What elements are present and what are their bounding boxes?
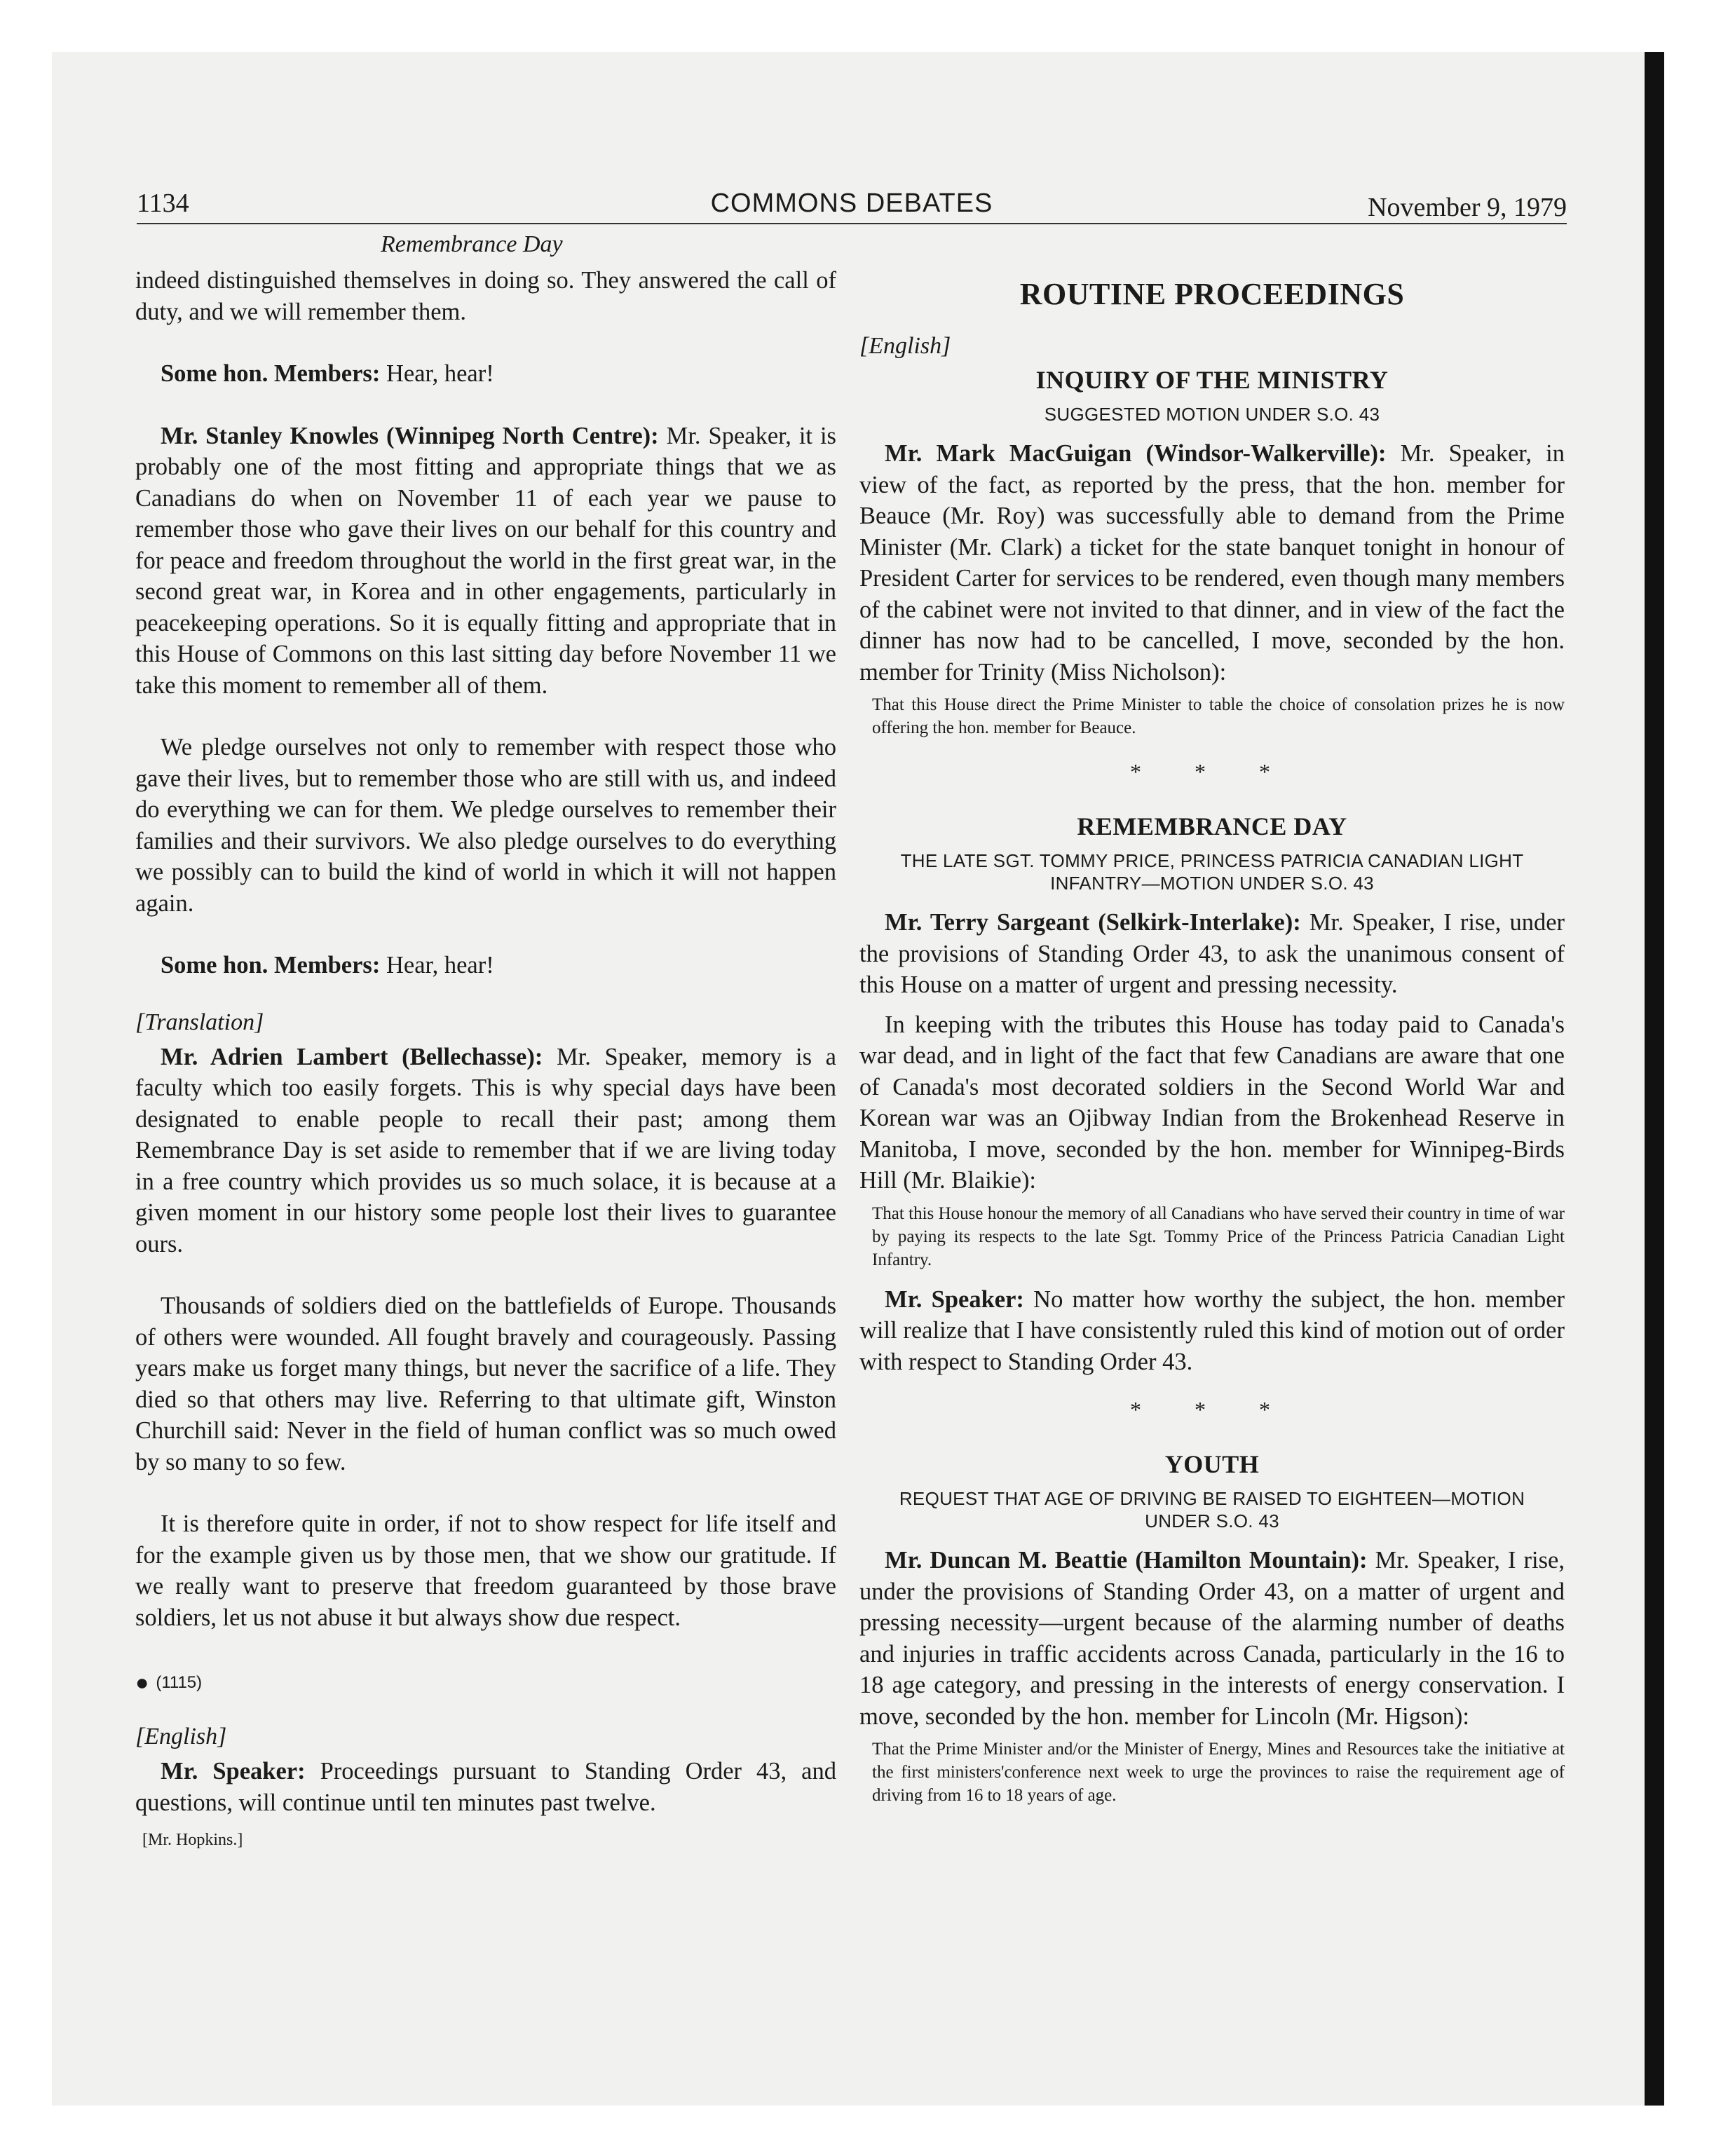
footer-note: [Mr. Hopkins.] [142, 1831, 243, 1849]
speech-text: Mr. Speaker, memory is a faculty which too easily forgets. This is why special days have been designated to enable people to recall their past; among them Remembrance Day is set aside to remember that if we are living today in a free country which provides us so much solace, it is because at a given moment in our history some people lost their lives to guarantee ours. [135, 1043, 836, 1257]
right-column [859, 231, 1565, 1807]
speech-text: Hear, hear! [380, 360, 494, 387]
section-separator: * * * [1130, 1397, 1294, 1422]
paragraph [135, 1756, 836, 1818]
paragraph [135, 1042, 836, 1260]
subsection-title: YOUTH [1164, 1450, 1260, 1478]
paragraph [135, 950, 836, 981]
paragraph: It is therefore quite in order, if not to show respect for life itself and for the example given us by those men, that we show our gratitude. If we really want to preserve that freedom guaranteed by those brave soldiers, let us not abuse it but always show due respect. [135, 1510, 836, 1631]
subsection-subtitle: SUGGESTED MOTION UNDER S.O. 43 [1044, 404, 1380, 425]
subsection-title: REMEMBRANCE DAY [1077, 812, 1347, 840]
section-separator: * * * [1130, 759, 1294, 784]
speech-text: No matter how worthy the subject, the hon. member will realize that I have consistently ruled this kind of motion out of order with respect to Standing Order 43. [859, 1285, 1565, 1375]
running-head: Remembrance Day [381, 231, 563, 257]
paragraph [135, 421, 836, 702]
speaker-name: Mr. Adrien Lambert (Bellechasse): [161, 1043, 543, 1070]
subsection-title: INQUIRY OF THE MINISTRY [1035, 366, 1389, 394]
paragraph [859, 907, 1565, 1001]
speaker-name: Mr. Stanley Knowles (Winnipeg North Centre): [161, 422, 659, 449]
motion-text: That this House honour the memory of all Canadians who have served their country in time of war by paying its respects to the late Sgt. Tommy Price of the Princess Patricia Canadian Light Infantry. [872, 1203, 1565, 1269]
speaker-name: Mr. Duncan M. Beattie (Hamilton Mountain): [885, 1547, 1368, 1574]
speaker-name: Mr. Mark MacGuigan (Windsor-Walkerville): [885, 440, 1387, 467]
paragraph: In keeping with the tributes this House has today paid to Canada's war dead, and in light of the fact that few Canadians are aware that one of Canada's most decorated soldiers in the Second World War and Korean war was an Ojibway Indian from the Brokenhead Reserve in Manitoba, I move, seconded by the hon. member for Winnipeg-Birds Hill (Mr. Blaikie): [859, 1011, 1565, 1194]
page-header [137, 184, 1567, 224]
speaker-name: Mr. Terry Sargeant (Selkirk-Interlake): [885, 909, 1301, 936]
speech-text: Mr. Speaker, in view of the fact, as reported by the press, that the hon. member for Beauce (Mr. Roy) was successfully able to demand from the Prime Minister (Mr. Clark) a ticket for the state banquet tonight in honour of President Carter for services to be rendered, even though many members of the cabinet were not invited to that dinner, and in view of the fact the dinner has now had to be cancelled, I move, seconded by the hon. member for Trinity (Miss Nicholson): [859, 440, 1565, 685]
language-tag: [English] [135, 1724, 227, 1749]
speech-text: Mr. Speaker, I rise, under the provisions of Standing Order 43, on a matter of urgent and pressing necessity—urgent because of the alarming number of deaths and injuries in traffic accidents across Canada, particularly in the 16 to 18 age category, and pressing in the interests of energy conservation. I move, seconded by the hon. member for Lincoln (Mr. Higson): [859, 1547, 1565, 1730]
motion-text: That this House direct the Prime Minister to table the choice of consolation prizes he is now offering the hon. member for Beauce. [872, 695, 1565, 737]
paragraph: We pledge ourselves not only to remember with respect those who gave their lives, but to remember those who are still with us, and indeed do everything we can for them. We pledge ourselves to remember their families and their survivors. We also pledge ourselves to do everything we possibly can to build the kind of world in which it will not happen again. [135, 734, 836, 917]
subsection-subtitle: THE LATE SGT. TOMMY PRICE, PRINCESS PATRICIA CANADIAN LIGHT INFANTRY—MOTION UNDER S.O. 43 [900, 850, 1524, 894]
paragraph [859, 1284, 1565, 1378]
speech-text: Proceedings pursuant to Standing Order 43, and questions, will continue until ten minutes past twelve. [135, 1758, 836, 1816]
language-tag: [English] [859, 333, 951, 359]
speech-text: Hear, hear! [380, 952, 494, 978]
paragraph: indeed distinguished themselves in doing so. They answered the call of duty, and we will remember them. [135, 267, 836, 325]
section-title: ROUTINE PROCEEDINGS [1019, 277, 1405, 311]
time-mark: ● (1115) [135, 1670, 203, 1695]
speaker-name: Some hon. Members: [161, 360, 381, 387]
paragraph [859, 438, 1565, 688]
paragraph: Thousands of soldiers died on the battlefields of Europe. Thousands of others were wounded. All fought bravely and courageously. Passing years make us forget many things, but never the sacrifice of a life. They died so that others may live. Referring to that ultimate gift, Winston Churchill said: Never in the field of human conflict was so much owed by so many to so few. [135, 1292, 836, 1475]
speech-text: Mr. Speaker, it is probably one of the most fitting and appropriate things that we as Canadians do when on November 11 of each year we pause to remember those who gave their lives on our behalf for this country and for peace and freedom throughout the world in the first great war, in the second great war, in Korea and in other engagements, particularly in peacekeeping operations. So it is equally fitting and appropriate that in this House of Commons on this last sitting day before November 11 we take this moment to remember all of them. [135, 422, 836, 699]
speaker-name: Some hon. Members: [161, 952, 381, 978]
bullet-icon: ● [135, 1670, 149, 1695]
paragraph [859, 1545, 1565, 1732]
scan-edge-bar [1645, 52, 1664, 2106]
paragraph [135, 358, 836, 390]
publication-title: COMMONS DEBATES [710, 189, 993, 218]
speech-text: Mr. Speaker, I rise, under the provisions of Standing Order 43, to ask the unanimous consent of this House on a matter of urgent and pressing necessity. [859, 909, 1565, 998]
left-column [135, 231, 836, 1850]
speaker-name: Mr. Speaker: [885, 1285, 1024, 1313]
language-tag: [Translation] [135, 1009, 264, 1035]
subsection-subtitle: REQUEST THAT AGE OF DRIVING BE RAISED TO EIGHTEEN—MOTION UNDER S.O. 43 [899, 1488, 1525, 1531]
motion-text: That the Prime Minister and/or the Minister of Energy, Mines and Resources take the initiative at the first ministers'conference next week to urge the provinces to raise the requirement age of driving from 16 to 18 years of age. [872, 1740, 1565, 1805]
speaker-name: Mr. Speaker: [161, 1758, 306, 1785]
publication-date: November 9, 1979 [1368, 193, 1567, 222]
page-number: 1134 [137, 189, 189, 218]
